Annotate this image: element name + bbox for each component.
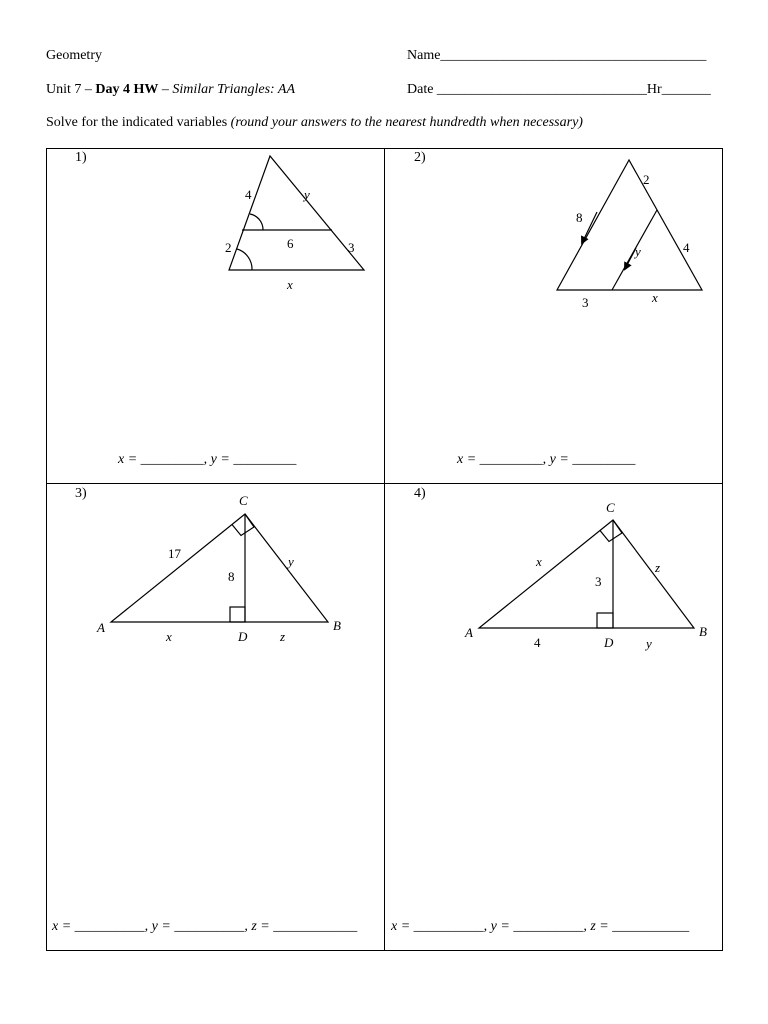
p1-label-side-top-left: 4 [245,187,252,202]
p3-x-blank[interactable]: __________ [74,919,145,934]
p4-label-altitude: 3 [595,574,602,589]
p3-right-angle-d [230,607,245,622]
problem-1-number: 1) [75,150,87,165]
p2-parallel-arrow-left [583,212,597,241]
problem-3-answer[interactable] [52,919,357,935]
p1-x-label: x = [118,452,141,467]
p3-vertex-c: C [239,493,248,508]
unit-prefix: Unit 7 – [46,82,96,97]
p2-label-base-left: 3 [582,295,589,310]
date-hr-field[interactable]: Date ______________________________Hr_______ [407,82,711,97]
problem-2-number: 2) [414,150,426,165]
p3-triangle [111,514,328,622]
p1-y-label: , y = [203,452,234,467]
instructions-text: Solve for the indicated variables [46,115,231,130]
day-hw: Day 4 HW [95,82,159,97]
p4-right-angle-c [600,520,622,542]
instructions-note: (round your answers to the nearest hundredth when necessary) [230,115,583,130]
p2-label-inner-segment: y [635,244,641,259]
p1-label-base: x [287,277,293,292]
p4-vertex-a: A [465,625,473,640]
topic: Similar Triangles: AA [172,82,296,97]
problem-4-answer[interactable] [391,919,689,935]
p3-label-side-cb: y [288,554,294,569]
p4-x-label: x = [391,919,414,934]
p4-right-angle-d [597,613,613,628]
name-field[interactable]: Name______________________________________ [407,48,707,63]
p4-y-blank[interactable]: __________ [513,919,584,934]
p3-y-blank[interactable]: __________ [174,919,245,934]
p2-label-base-right: x [652,290,658,305]
p2-y-label: , y = [542,452,573,467]
p1-label-side-bottom-left: 2 [225,240,232,255]
p4-triangle [479,520,694,628]
p4-label-side-cb: z [655,560,661,575]
p2-label-right-side: 4 [683,240,690,255]
problem-4-number: 4) [414,486,426,501]
p1-label-side-bottom-right: 3 [348,240,355,255]
p3-z-label: , z = [244,919,274,934]
problem-4-diagram [479,520,694,628]
p2-triangle [557,160,702,290]
p1-triangle [229,156,364,270]
p3-label-seg-ad: x [166,629,172,644]
p1-label-mid-segment: 6 [287,236,294,251]
problem-2-diagram [557,160,702,290]
p4-x-blank[interactable]: __________ [413,919,484,934]
problem-2-answer[interactable] [457,452,635,468]
p3-z-blank[interactable]: ____________ [273,919,358,934]
problem-1-answer[interactable] [118,452,296,468]
p1-y-blank[interactable]: _________ [233,452,297,467]
p3-y-label: , y = [144,919,175,934]
p4-vertex-b: B [699,624,707,639]
problem-3-number: 3) [75,486,87,501]
p2-x-label: x = [457,452,480,467]
p3-label-altitude: 8 [228,569,235,584]
p4-label-seg-ad: 4 [534,635,541,650]
p3-right-angle-c [232,514,254,536]
p3-vertex-b: B [333,618,341,633]
p2-label-left-side: 8 [576,210,583,225]
p2-x-blank[interactable]: _________ [479,452,543,467]
p1-angle-arc-bottom [237,249,252,270]
p4-label-seg-db: y [646,636,652,651]
p3-x-label: x = [52,919,75,934]
p3-label-seg-db: z [280,629,286,644]
problem-1-diagram [229,156,364,270]
p1-label-side-top-right: y [304,187,310,202]
p1-x-blank[interactable]: _________ [140,452,204,467]
p3-vertex-a: A [97,620,105,635]
p4-label-side-ac: x [536,554,542,569]
p1-angle-arc-top [250,214,263,230]
title-dash: – [158,82,173,97]
p2-label-top-right: 2 [643,172,650,187]
p4-y-label: , y = [483,919,514,934]
p2-y-blank[interactable]: _________ [572,452,636,467]
p3-vertex-d: D [238,629,248,644]
p4-z-blank[interactable]: ___________ [612,919,690,934]
p4-vertex-d: D [604,635,614,650]
course-title: Geometry [46,48,102,63]
p4-vertex-c: C [606,500,615,515]
p3-label-side-ac: 17 [168,546,181,561]
problem-3-diagram [111,514,328,622]
p4-z-label: , z = [583,919,613,934]
